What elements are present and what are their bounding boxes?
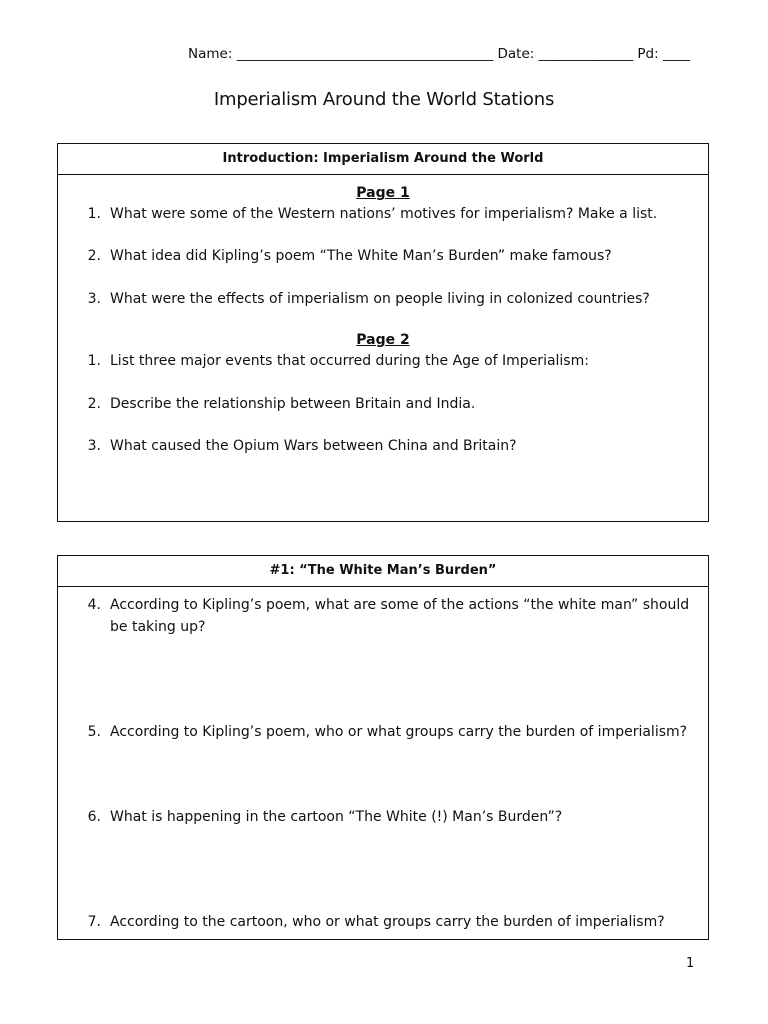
name-label: Name: [188,46,233,62]
question-number: 4. [87,597,101,613]
question-text: What were the effects of imperialism on people living in colonized countries? [110,291,650,307]
name-blank[interactable]: ______________________________________ [236,46,494,62]
question-text: According to the cartoon, who or what groups carry the burden of imperialism? [110,914,665,930]
question-text: What were some of the Western nations’ motives for imperialism? Make a list. [110,206,658,222]
page2-heading: Page 2 [356,332,410,348]
question-number: 1. [87,206,101,222]
question-number: 2. [87,248,101,264]
question-text: What idea did Kipling’s poem “The White Man’s Burden” make famous? [110,248,612,264]
question-text: What caused the Opium Wars between China and Britain? [110,438,517,454]
date-blank[interactable]: ______________ [538,46,634,62]
question-number: 1. [87,353,101,369]
period-label: Pd: [637,46,659,62]
intro-question [85,435,702,457]
question-number: 5. [87,724,101,740]
question-text: What is happening in the cartoon “The White (!) Man’s Burden”? [110,809,563,825]
question-number: 7. [87,914,101,930]
date-label: Date: [497,46,535,62]
station1-heading: #1: “The White Man’s Burden” [58,556,708,587]
intro-question [85,203,702,225]
introduction-heading: Introduction: Imperialism Around the World [58,144,708,175]
question-text: Describe the relationship between Britain and India. [110,396,476,412]
station1-section [57,555,709,940]
question-text: List three major events that occurred during the Age of Imperialism: [110,353,589,369]
period-blank[interactable]: ____ [662,46,690,62]
intro-question [85,245,702,267]
station-question [85,911,702,933]
question-number: 3. [87,291,101,307]
page1-heading: Page 1 [356,185,410,201]
station-question [85,806,702,828]
station-question [85,721,702,743]
intro-question [85,288,702,310]
page-number: 1 [686,956,695,971]
station-question [85,594,702,638]
question-text: According to Kipling’s poem, what are some of the actions “the white man” should be taking up? [110,597,690,635]
question-number: 2. [87,396,101,412]
question-number: 3. [87,438,101,454]
intro-question [85,350,702,372]
student-info-line [188,46,708,62]
introduction-section [57,143,709,522]
question-text: According to Kipling’s poem, who or what groups carry the burden of imperialism? [110,724,688,740]
document-title: Imperialism Around the World Stations [213,89,555,110]
question-number: 6. [87,809,101,825]
intro-question [85,393,702,415]
